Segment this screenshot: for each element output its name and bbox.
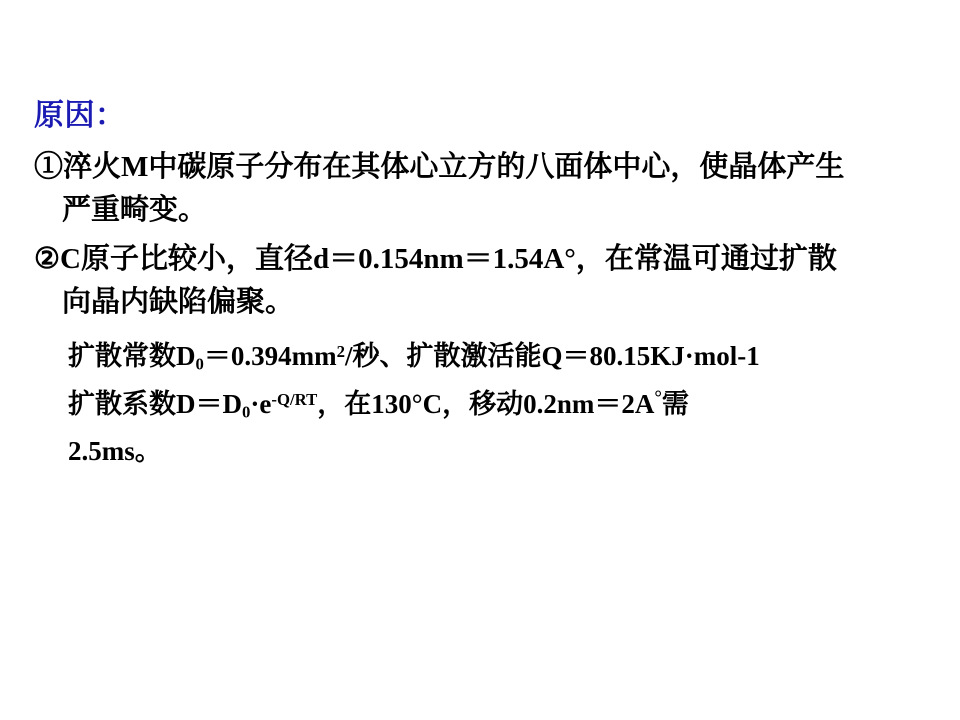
diffusion-coefficient-formula [34, 385, 940, 424]
diffusion-constant-subscript: 0 [195, 354, 204, 374]
reason-item-2-line-1: ②C原子比较小，直径d＝0.154nm＝1.54A°，在常温可通过扩散 [34, 242, 837, 275]
diffusion-activation-energy: /秒、扩散激活能Q＝80.15KJ·mol-1 [344, 341, 760, 372]
diffusion-time-value: 2.5ms。 [68, 436, 162, 467]
diffusion-coefficient-prefix: 扩散系数D＝D [68, 388, 242, 419]
degree-symbol: ° [654, 387, 662, 409]
diffusion-constant-value: ＝0.394mm [203, 341, 337, 372]
diffusion-coefficient-exponent: -Q/RT [271, 389, 318, 409]
reason-item-1-line-2: 严重畸变。 [62, 193, 208, 226]
diffusion-need-text: 需 [661, 388, 689, 419]
diffusion-constant-superscript: 2 [336, 342, 345, 362]
diffusion-constant-formula [34, 337, 940, 376]
degree-celsius-unit: °C [411, 388, 443, 419]
diffusion-constant-prefix: 扩散常数D [68, 341, 196, 372]
spacer [34, 325, 940, 337]
diffusion-distance-text: ，移动0.2nm＝2A [442, 388, 655, 419]
section-heading: 原因： [34, 99, 126, 132]
reason-item-1-line-1: ①淬火M中碳原子分布在其体心立方的八面体中心，使晶体产生 [34, 150, 845, 183]
diffusion-coefficient-mid: ·e [250, 388, 272, 419]
slide-content [34, 96, 940, 472]
diffusion-temperature-text: ，在130 [317, 388, 412, 419]
diffusion-coefficient-subscript: 0 [242, 402, 251, 422]
reason-item-2-line-2: 向晶内缺陷偏聚。 [62, 286, 295, 319]
